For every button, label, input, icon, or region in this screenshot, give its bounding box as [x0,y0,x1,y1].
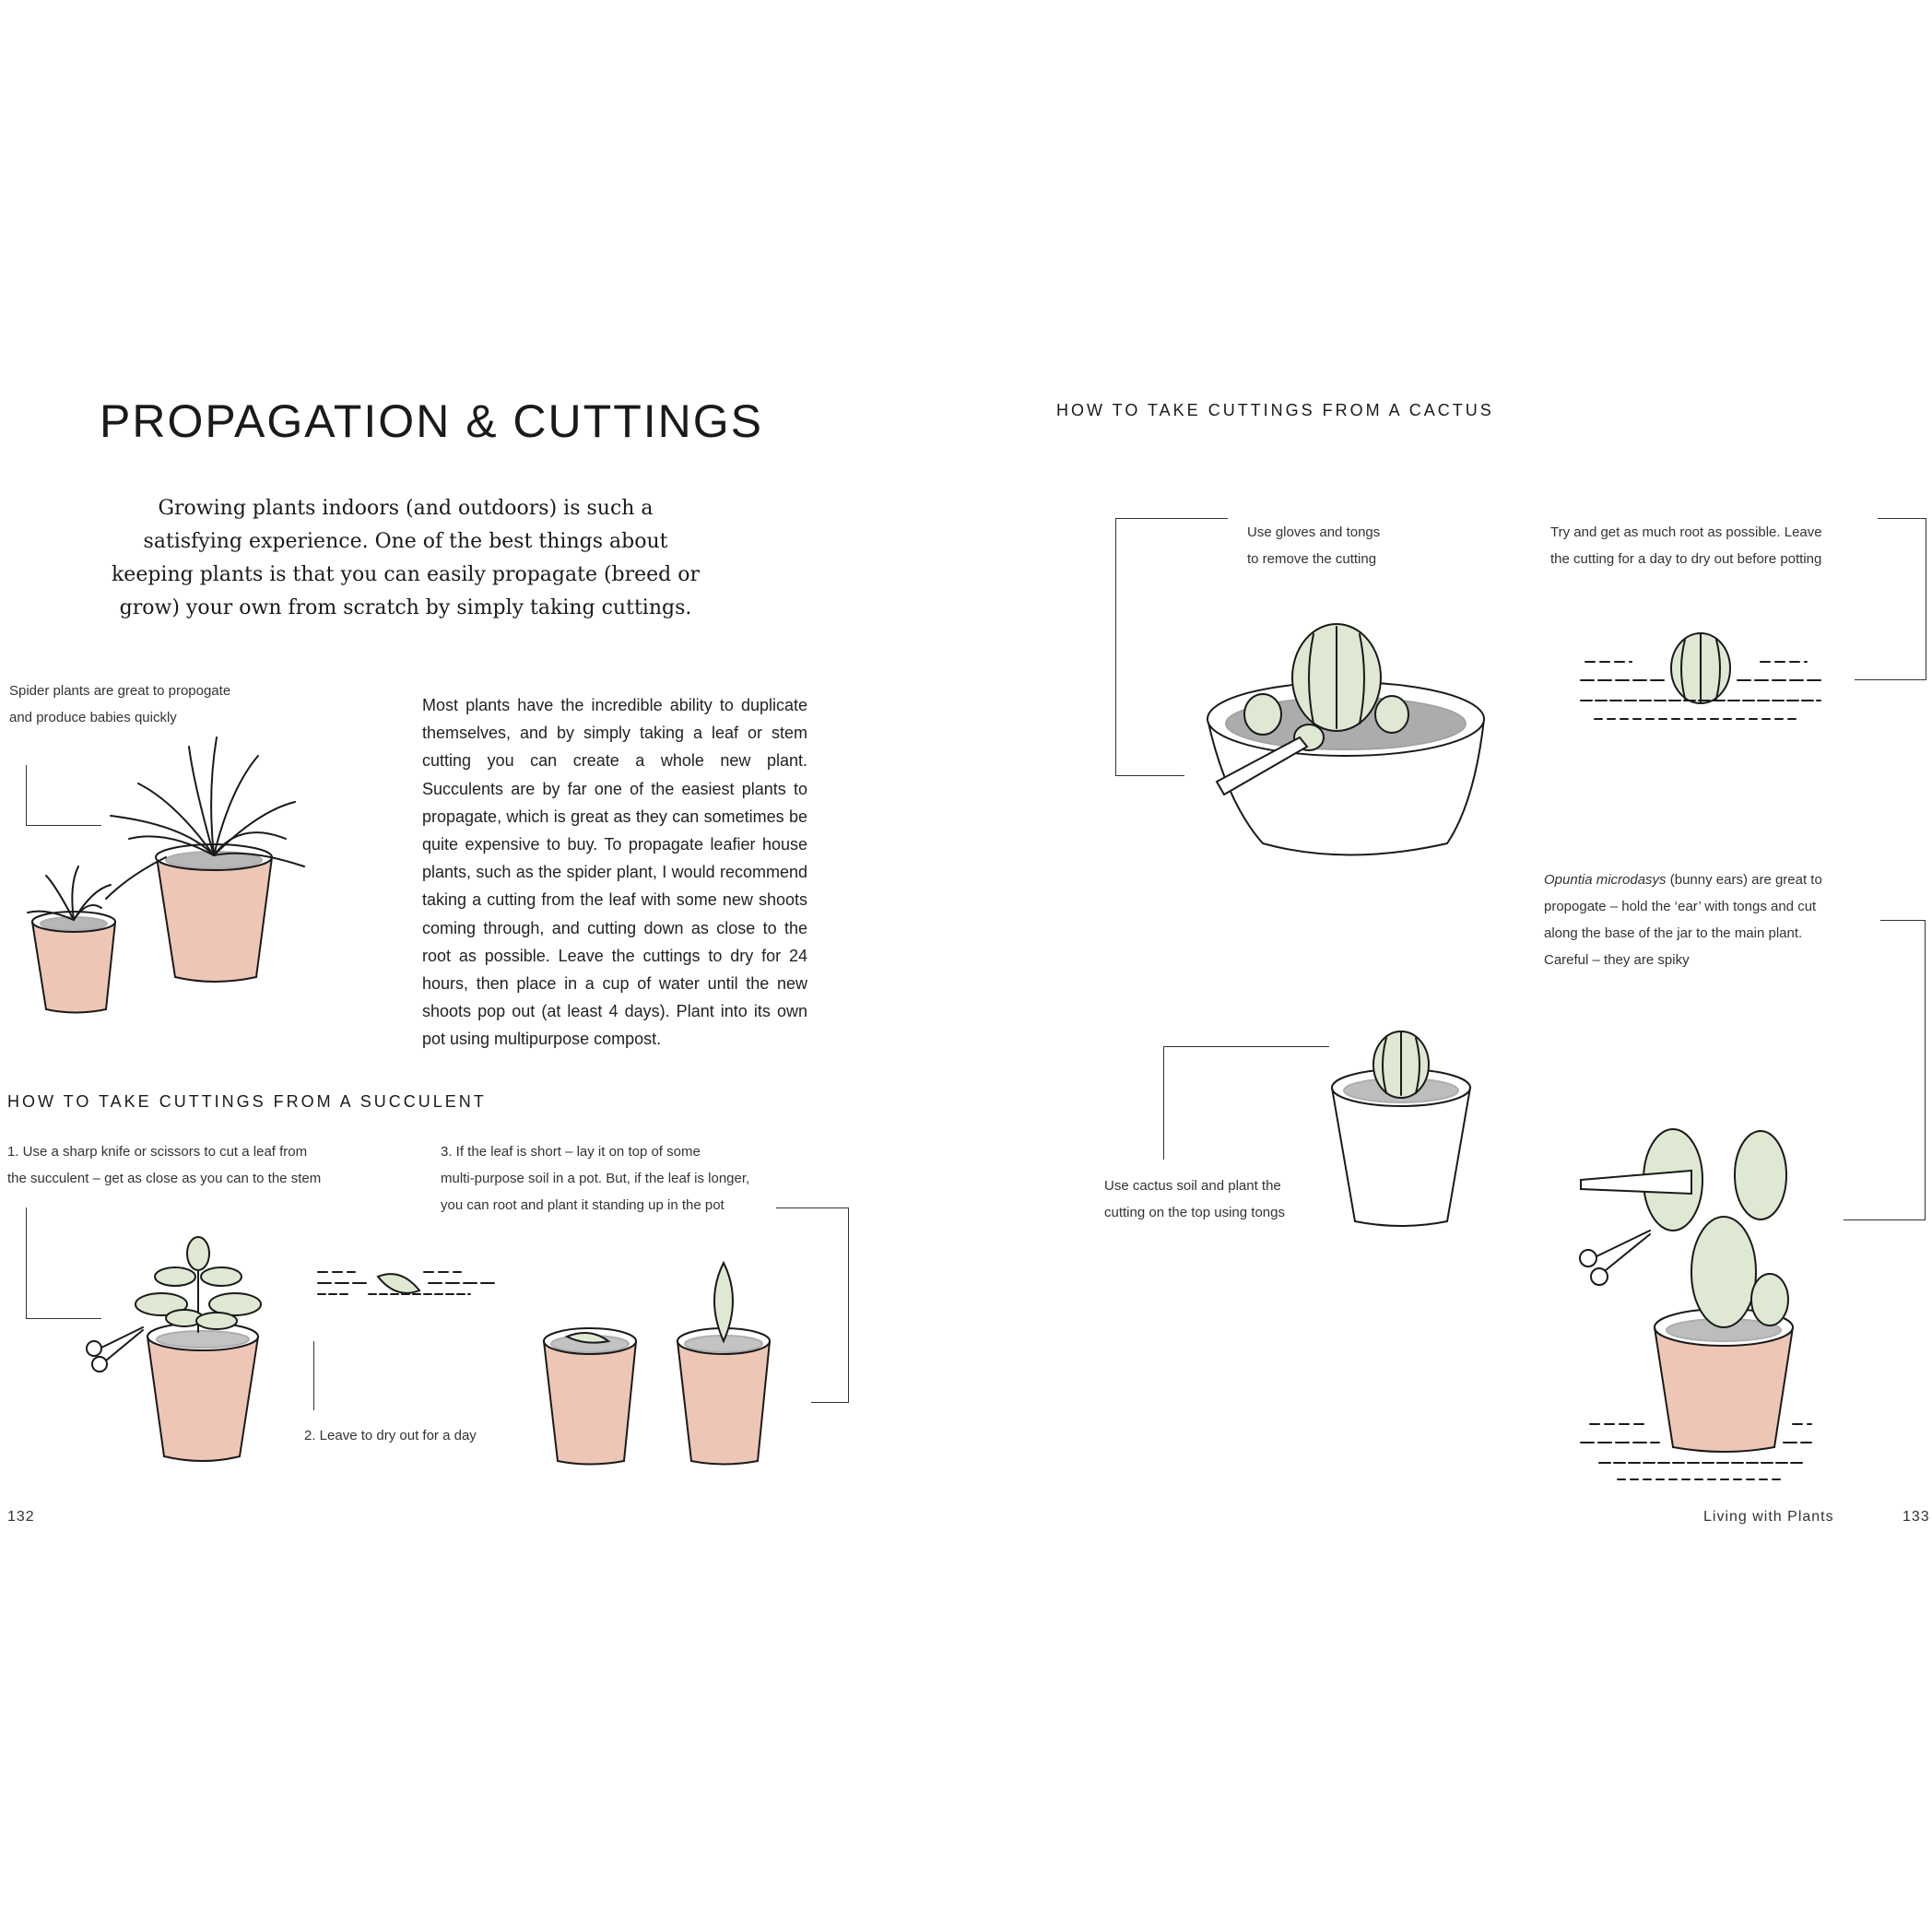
body-paragraph: Most plants have the incredible ability to duplicate themselves, and by simply taking a leaf or stem cutting you can create a whole new plant. Succulents are by far one of the easiest plants to propagate, which is great as they can sometimes be quite expensive to buy. To propagate leafier house plants, such as the spider plant, I would recommend taking a cutting from the leaf with some new shoots coming through, and cutting down as close to the root as possible. Leave the cuttings to dry for 24 hours, then place in a cup of water until the new shoots pop out (at least 4 days). Plant into its own pot using multipurpose compost. [422,696,807,1049]
succulent-section-heading: HOW TO TAKE CUTTINGS FROM A SUCCULENT [7,1092,487,1111]
spider-plant-illustration [18,737,323,1023]
root-caption: Try and get as much root as possible. Leave the cutting for a day to dry out before potting [1550,524,1822,567]
leader-line [1115,518,1116,776]
spider-plant-caption: Spider plants are great to propogate and produce babies quickly [9,683,231,725]
leader-line [1878,518,1926,519]
leader-line [1163,1046,1164,1160]
leader-line [1844,1219,1926,1220]
leader-line [848,1208,849,1403]
opuntia-illustration [1572,1120,1811,1489]
running-footer: Living with Plants [1703,1509,1834,1525]
cactus-section-heading: HOW TO TAKE CUTTINGS FROM A CACTUS [1056,401,1494,419]
intro-paragraph: Growing plants indoors (and outdoors) is such a satisfying experience. One of the best things about keeping plants is that you can easily propagate (breed or grow) your own from scratch by simply taking cuttings. [111,497,701,619]
succulent-step-2: 2. Leave to dry out for a day [304,1428,477,1443]
leader-line [1925,920,1926,1219]
page-title: PROPAGATION & CUTTINGS [100,395,763,447]
cactus-soil-caption: Use cactus soil and plant the cutting on the top using tongs [1104,1178,1285,1220]
leader-line [811,1402,849,1403]
leader-line [1880,920,1925,921]
page-number-right: 133 [1903,1509,1930,1525]
drying-leaf-illustration [313,1263,507,1318]
potted-leaf-illustration [539,1263,797,1470]
leader-line [313,1341,314,1410]
succulent-step-3: 3. If the leaf is short – lay it on top of some multi-purpose soil in a pot. But, if the leaf is longer, you can root and plant it standing up in the pot [441,1144,750,1213]
leader-line [1115,775,1184,776]
opuntia-caption [1544,866,1894,973]
leader-line [1163,1046,1329,1047]
gloves-caption: Use gloves and tongs to remove the cutting [1247,524,1381,567]
leader-line [26,1208,27,1318]
succulent-step-1: 1. Use a sharp knife or scissors to cut a leaf from the succulent – get as close as you can to the stem [7,1144,322,1186]
opuntia-species-name: Opuntia microdasys [1544,872,1667,888]
page-number-left: 132 [7,1509,35,1525]
cactus-cutting-drying-illustration [1576,627,1825,728]
leader-line [1855,679,1926,680]
opuntia-caption-text: (bunny ears) are great to propogate – hold the ‘ear’ with tongs and cut along the base of the jar to the main plant. Careful – they are spiky [1544,872,1822,968]
cactus-bowl-illustration [1198,618,1493,866]
leader-line [1115,518,1228,519]
succulent-illustration [83,1231,295,1470]
